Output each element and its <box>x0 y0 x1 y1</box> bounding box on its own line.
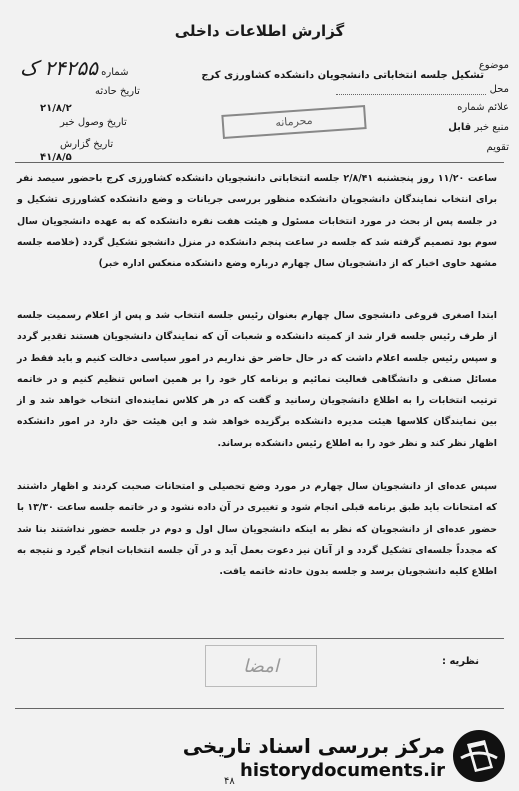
paragraph-1: ساعت ۱۱/۲۰ روز پنجشنبه ۲/۸/۴۱ جلسه انتخاباتی دانشجویان دانشکده کشاورزی کرج باحضور سیصد نفر برای انتخاب نمایندگان دانشجویان دانشکده منظور بررسی جریانات و وضع دانشکده کشاورزی تشکیل و در جلسه پس از بحث در مورد انتخابات مسئول و هیئت هفت نفره دانشکده که به عهده دانشجویان سال سوم بود تصمیم گرفته شد که جلسه در ساعت پنجم دانشکده در منزل دانشجو تشکیل گردد (خلاصه جلسه مشهد حاوی اخبار که از دانشجویان سال چهارم درباره وضع دانشکده منعکس اداره خبر) <box>17 173 497 270</box>
access-label: علائم شماره <box>457 102 509 113</box>
place-dotted-line <box>336 84 486 95</box>
access-row <box>457 102 509 113</box>
received-date-value-row <box>40 103 72 114</box>
place-label: محل <box>489 84 509 95</box>
report-date-label: تاریخ گزارش <box>60 139 114 150</box>
event-date-label: تاریخ حادثه <box>95 86 140 97</box>
subject-label: موضوع <box>478 60 509 71</box>
paragraph-2: ابتدا اصغری فروغی دانشجوی سال چهارم بعنوان رئیس جلسه انتخاب شد و پس از اعلام رسمیت جلسه از طرف رئیس جلسه قرار شد از کمیته دانشکده و شعبات آن که نمایندگان دانشجویان هستند تقدیر گردد و سپس رئیس جلسه اعلام داشت که در حال حاضر حق نداریم در امور سیاسی دخالت کنیم و باید فقط در مسائل صنفی و دانشگاهی فعالیت نمائیم و برنامه کار خود را بر همین اساس تنظیم کنیم و در خاتمه ترتیب انتخابات را به اطلاع دانشجویان رسانید و گفت که در هر کلاس نماینده‌ای انتخاب خواهد شد و از بین نمایندگان کلاسها هیئت مدیره دانشکده برگزیده خواهد شد و این هیئت حق دارد در امور دانشکده اظهار نظر کند و نظر خود را به اطلاع رئیس دانشکده برساند. <box>17 310 497 449</box>
header-divider <box>15 162 504 163</box>
page-number: ۴۸ <box>224 776 235 787</box>
received-date-value: ۲۱/۸/۲ <box>40 103 72 114</box>
received-date-row <box>60 117 127 128</box>
source-value: قابل <box>448 122 472 133</box>
place-row <box>336 84 509 95</box>
remarks-divider <box>15 638 504 639</box>
classification-stamp: محرمانه <box>221 105 366 139</box>
number-value: ۲۴۲۵۵ ک <box>20 56 98 80</box>
report-date-row <box>60 139 113 150</box>
paragraph-3: سپس عده‌ای از دانشجویان سال چهارم در مورد وضع تحصیلی و امتحانات صحبت کردند و اظهار داشتند که امتحانات باید طبق برنامه قبلی انجام شود و تغییری در آن داده نشود و در خاتمه جلسه ساعت ۱۳/۳۰ با حضور عده‌ای از دانشجویان که نظر به اینکه دانشجویان سال اول و دوم در جلسه حضور نداشتند بنا شد که مجدداً جلسه‌ای تشکیل گردد و از آنان نیز دعوت بعمل آید و در آن جلسه انتخابات انجام گیرد و نتیجه به اطلاع کلیه دانشجویان برسد و جلسه بدون حادثه خاتمه یافت. <box>17 481 497 578</box>
signature: امضا <box>205 645 317 687</box>
org-name: مرکز بررسی اسناد تاریخی <box>182 734 445 758</box>
received-date-label: تاریخ وصول خبر <box>60 117 127 128</box>
footer-divider <box>15 708 504 709</box>
evaluation-label: تقویم <box>486 142 509 153</box>
watermark-band <box>182 728 515 786</box>
org-url: historydocuments.ir <box>240 760 445 781</box>
source-row <box>448 122 509 133</box>
source-label: منبع خبر <box>474 122 509 133</box>
archive-logo-icon <box>451 728 507 784</box>
document-title: گزارش اطلاعات داخلی <box>174 22 345 40</box>
event-date-row <box>95 86 140 97</box>
report-date-value: ۴۱/۸/۵ <box>40 152 72 163</box>
subject-value-row <box>201 70 484 81</box>
evaluation-row <box>487 142 509 153</box>
number-row <box>20 56 128 80</box>
number-label: شماره <box>101 67 129 78</box>
subject-value: تشکیل جلسه انتخاباتی دانشجویان دانشکده کشاورزی کرج <box>201 70 484 81</box>
remarks-label: نظریه : <box>441 656 479 667</box>
